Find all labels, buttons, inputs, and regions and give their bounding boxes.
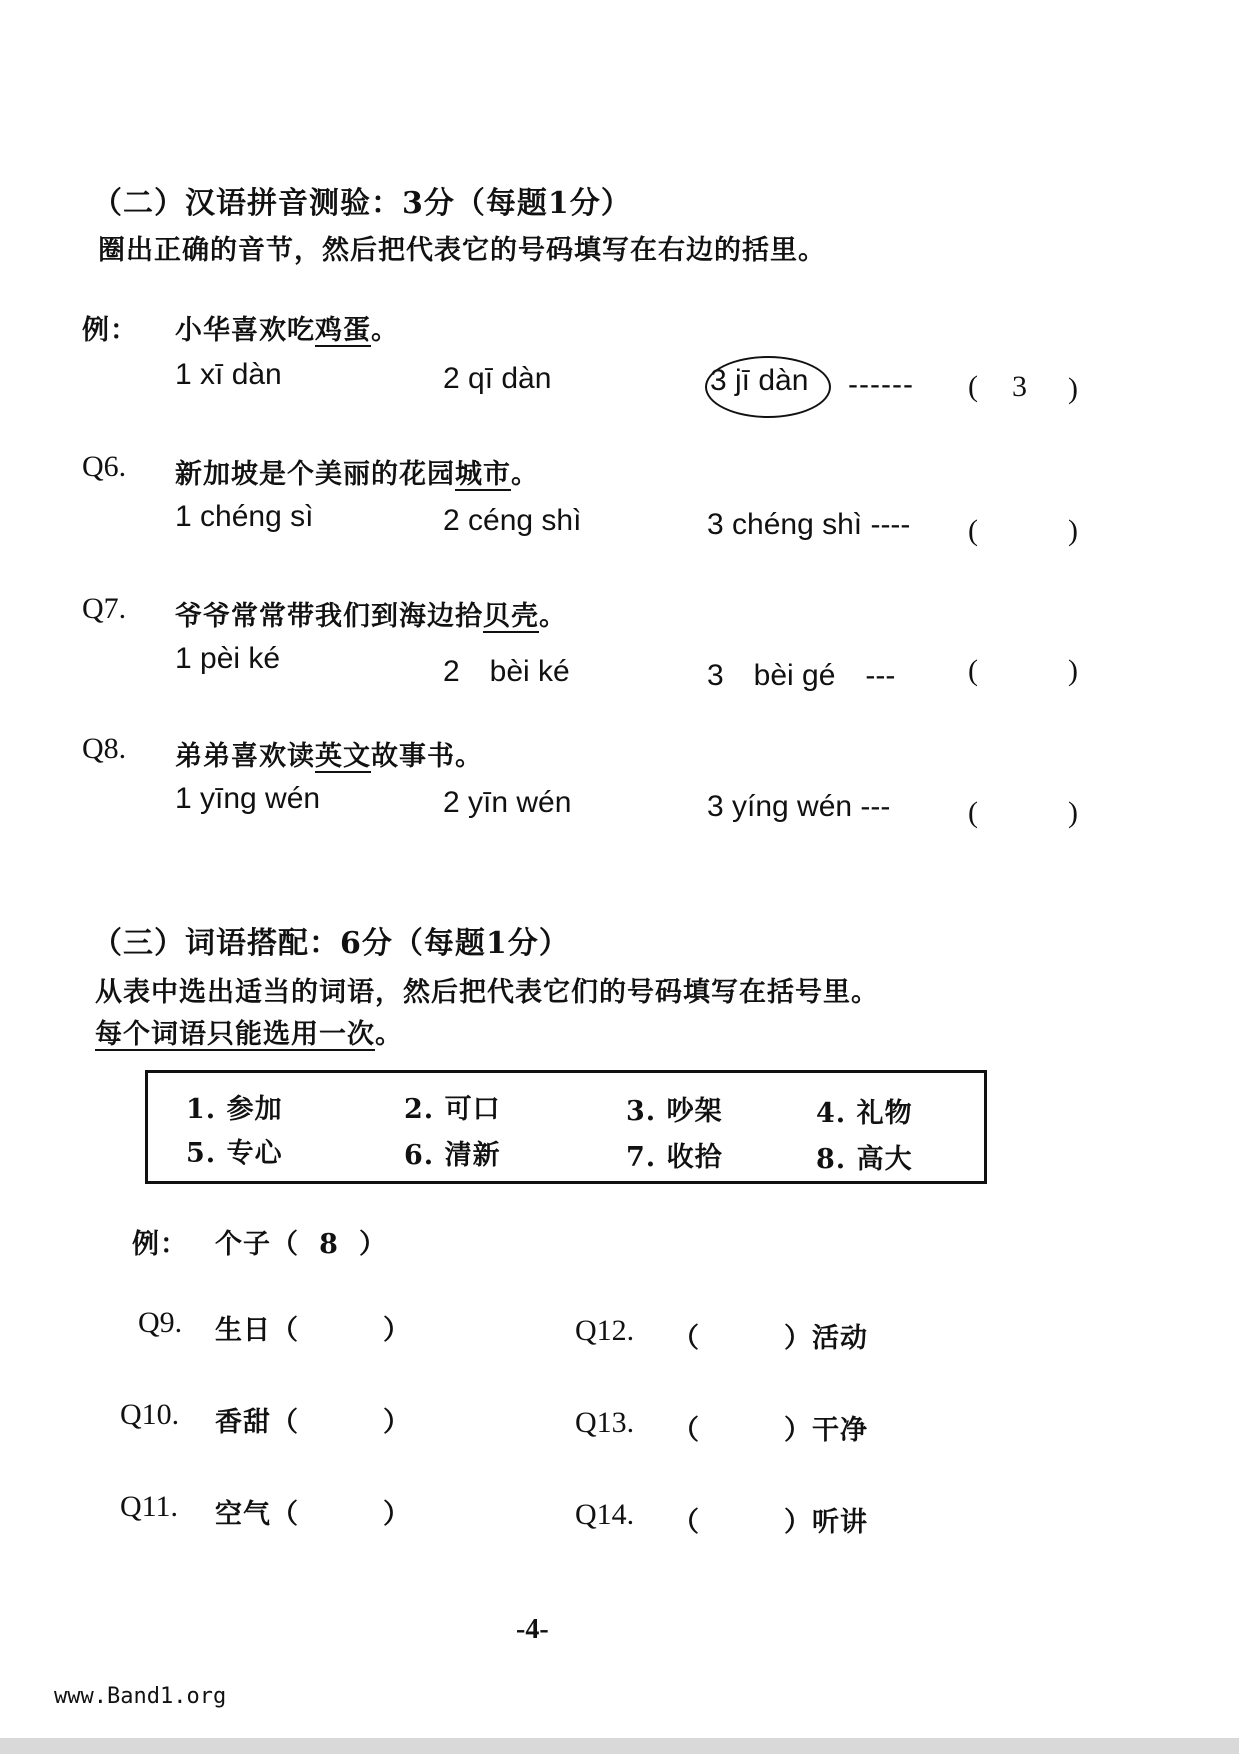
q6-target-word: 城市: [455, 459, 511, 490]
q8-sentence-post: 故事书。: [371, 741, 483, 772]
q6-paren-close: ): [1068, 514, 1078, 547]
word-bank-item: 5. 专心: [186, 1138, 283, 1169]
q14-blank[interactable]: （ ）听讲: [672, 1507, 868, 1538]
word-bank-item: 1. 参加: [186, 1094, 283, 1125]
section2-title: （二）汉语拼音测验：3分（每题1分）: [92, 186, 632, 221]
q14-label: Q14.: [575, 1498, 635, 1531]
section3-note-end: 。: [375, 1019, 403, 1050]
q9-blank[interactable]: 生日（ ）: [215, 1315, 411, 1346]
q8-label: Q8.: [82, 732, 127, 765]
section3-example-answer: 8: [319, 1229, 339, 1260]
q8-paren-open[interactable]: (: [968, 796, 978, 829]
word-bank-item: 7. 收拾: [626, 1142, 723, 1173]
q8-option-1: 1 yīng wén: [175, 782, 321, 815]
q6-option-1: 1 chéng sì: [175, 500, 314, 533]
q9-label: Q9.: [138, 1306, 183, 1339]
example-sentence: [175, 308, 399, 347]
q7-paren-close: ): [1068, 654, 1078, 687]
q6-sentence-pre: 新加坡是个美丽的花园: [175, 459, 455, 490]
q12-label: Q12.: [575, 1314, 635, 1347]
section3-title: （三）词语搭配：6分（每题1分）: [92, 926, 570, 961]
q7-sentence-post: 。: [539, 601, 567, 632]
q10-label: Q10.: [120, 1398, 180, 1431]
q8-sentence-pre: 弟弟喜欢读: [175, 741, 315, 772]
q8-option-2: 2 yīn wén: [443, 786, 572, 819]
scan-edge: [0, 1738, 1239, 1754]
example-option-3: 3 jī dàn: [710, 364, 809, 397]
section3-note: [95, 1012, 403, 1051]
q6-label: Q6.: [82, 450, 127, 483]
section3-example: [215, 1222, 387, 1261]
q11-label: Q11.: [120, 1490, 179, 1523]
section3-example-close: ）: [359, 1229, 387, 1260]
q6-sentence-post: 。: [511, 459, 539, 490]
q13-label: Q13.: [575, 1406, 635, 1439]
example-label: 例：: [82, 315, 138, 346]
q10-blank[interactable]: 香甜（ ）: [215, 1407, 411, 1438]
q8-sentence: [175, 734, 483, 773]
example-answer: 3: [1012, 370, 1027, 403]
word-bank-item: 6. 清新: [404, 1140, 501, 1171]
example-target-word: 鸡蛋: [315, 315, 371, 346]
section3-instruction: 从表中选出适当的词语，然后把代表它们的号码填写在括号里。: [95, 977, 879, 1008]
q7-paren-open[interactable]: (: [968, 654, 978, 687]
page-number: -4-: [516, 1614, 549, 1645]
example-option-2: 2 qī dàn: [443, 362, 552, 395]
q8-option-3: 3 yíng wén ---: [707, 790, 891, 823]
q13-blank[interactable]: （ ）干净: [672, 1415, 868, 1446]
q8-target-word: 英文: [315, 741, 371, 772]
q7-option-2: 2 bèi ké: [443, 655, 570, 688]
example-dashes: ------: [848, 368, 914, 401]
example-sentence-post: 。: [371, 315, 399, 346]
q7-option-1: 1 pèi ké: [175, 642, 281, 675]
section3-example-text: 个子（: [215, 1229, 299, 1260]
q7-sentence: [175, 594, 567, 633]
section3-example-label: 例：: [132, 1229, 188, 1260]
section3-note-text: 每个词语只能选用一次: [95, 1019, 375, 1050]
footer-url[interactable]: www.Band1.org: [54, 1684, 227, 1709]
q6-option-3: 3 chéng shì ----: [707, 508, 911, 541]
word-bank-item: 2. 可口: [404, 1094, 501, 1125]
example-sentence-pre: 小华喜欢吃: [175, 315, 315, 346]
example-paren-close: ): [1068, 372, 1078, 405]
word-bank-item: 4. 礼物: [816, 1098, 913, 1129]
q7-target-word: 贝壳: [483, 601, 539, 632]
example-paren-open: (: [968, 370, 978, 403]
q7-label: Q7.: [82, 592, 127, 625]
q8-paren-close: ): [1068, 796, 1078, 829]
word-bank-box: [145, 1070, 987, 1184]
q7-option-3: 3 bèi gé ---: [707, 659, 896, 692]
q6-paren-open[interactable]: (: [968, 514, 978, 547]
section2-instruction: 圈出正确的音节，然后把代表它的号码填写在右边的括里。: [98, 235, 826, 266]
example-option-1: 1 xī dàn: [175, 358, 282, 391]
q6-sentence: [175, 452, 539, 491]
q7-sentence-pre: 爷爷常常带我们到海边拾: [175, 601, 483, 632]
q6-option-2: 2 céng shì: [443, 504, 582, 537]
word-bank-item: 8. 高大: [816, 1144, 913, 1175]
q12-blank[interactable]: （ ）活动: [672, 1323, 868, 1354]
word-bank-item: 3. 吵架: [626, 1096, 723, 1127]
q11-blank[interactable]: 空气（ ）: [215, 1499, 411, 1530]
